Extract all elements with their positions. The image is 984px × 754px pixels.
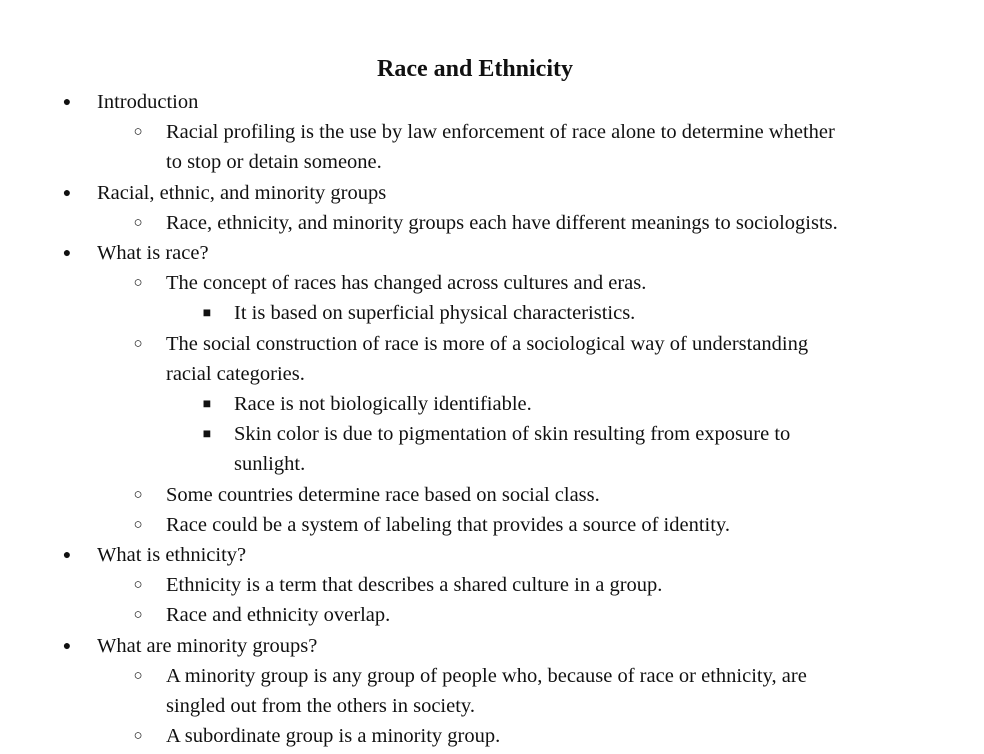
- circle-bullet-icon: [128, 721, 148, 753]
- list-item-text: Race could be a system of labeling that provides a source of identity.: [166, 513, 730, 536]
- list-item-text: Race and ethnicity overlap.: [166, 604, 391, 627]
- bullet-icon: [57, 178, 77, 211]
- bullet-icon: [57, 540, 77, 573]
- list-item: [166, 329, 808, 359]
- list-item: [166, 661, 807, 691]
- circle-bullet-icon: [128, 510, 148, 542]
- list-item: [166, 208, 838, 238]
- list-item-text: Ethnicity is a term that describes a shared culture in a group.: [166, 574, 663, 597]
- list-item-text: What are minority groups?: [97, 634, 318, 657]
- list-item-text: The concept of races has changed across cultures and eras.: [166, 272, 647, 295]
- list-item: [166, 600, 390, 630]
- circle-bullet-icon: [128, 570, 148, 602]
- list-item: [97, 178, 386, 208]
- list-item-text: It is based on superficial physical characteristics.: [234, 302, 636, 325]
- list-item-continuation: [166, 691, 475, 721]
- list-item-text: racial categories.: [166, 362, 305, 385]
- list-item: [166, 480, 600, 510]
- list-item: [234, 419, 790, 449]
- list-item: [97, 540, 246, 570]
- list-item-text: sunlight.: [234, 453, 306, 476]
- list-item-text: Some countries determine race based on social class.: [166, 483, 600, 506]
- list-item: [166, 117, 835, 147]
- list-item: [166, 268, 646, 298]
- list-item: [166, 721, 500, 751]
- list-item-text: A minority group is any group of people who, because of race or ethnicity, are: [166, 664, 807, 687]
- circle-bullet-icon: [128, 600, 148, 632]
- list-item: [234, 298, 635, 328]
- list-item: [166, 570, 662, 600]
- list-item-text: What is race?: [97, 242, 209, 264]
- circle-bullet-icon: [128, 480, 148, 512]
- square-bullet-icon: [197, 419, 217, 452]
- list-item: [234, 389, 532, 419]
- bullet-icon: [57, 631, 77, 664]
- square-bullet-icon: [197, 298, 217, 331]
- list-item-text: Skin color is due to pigmentation of skin resulting from exposure to: [234, 423, 791, 446]
- circle-bullet-icon: [128, 329, 148, 361]
- list-item: [166, 510, 730, 540]
- list-item-text: Race is not biologically identifiable.: [234, 393, 532, 415]
- list-item-text: The social construction of race is more of a sociological way of understanding: [166, 332, 809, 355]
- square-bullet-icon: [197, 389, 217, 422]
- list-item-text: Race, ethnicity, and minority groups each have different meanings to sociologists.: [166, 211, 838, 234]
- list-item-text: Racial, ethnic, and minority groups: [97, 181, 387, 204]
- circle-bullet-icon: [128, 117, 148, 149]
- bullet-icon: [57, 87, 77, 120]
- list-item-text: singled out from the others in society.: [166, 695, 475, 717]
- list-item-text: Introduction: [97, 91, 199, 113]
- list-item: [97, 87, 198, 117]
- list-item: [97, 238, 209, 268]
- list-item-continuation: [234, 449, 305, 479]
- list-item-text: Racial profiling is the use by law enforcement of race alone to determine whether: [166, 121, 835, 144]
- list-item-text: What is ethnicity?: [97, 544, 247, 566]
- list-item-text: to stop or detain someone.: [166, 151, 382, 174]
- list-item-continuation: [166, 359, 305, 389]
- document-title: Race and Ethnicity: [376, 56, 573, 82]
- list-item-text: A subordinate group is a minority group.: [166, 725, 501, 748]
- circle-bullet-icon: [128, 661, 148, 693]
- circle-bullet-icon: [128, 268, 148, 300]
- bullet-icon: [57, 238, 77, 271]
- list-item-continuation: [166, 147, 382, 177]
- list-item: [97, 631, 317, 661]
- circle-bullet-icon: [128, 208, 148, 240]
